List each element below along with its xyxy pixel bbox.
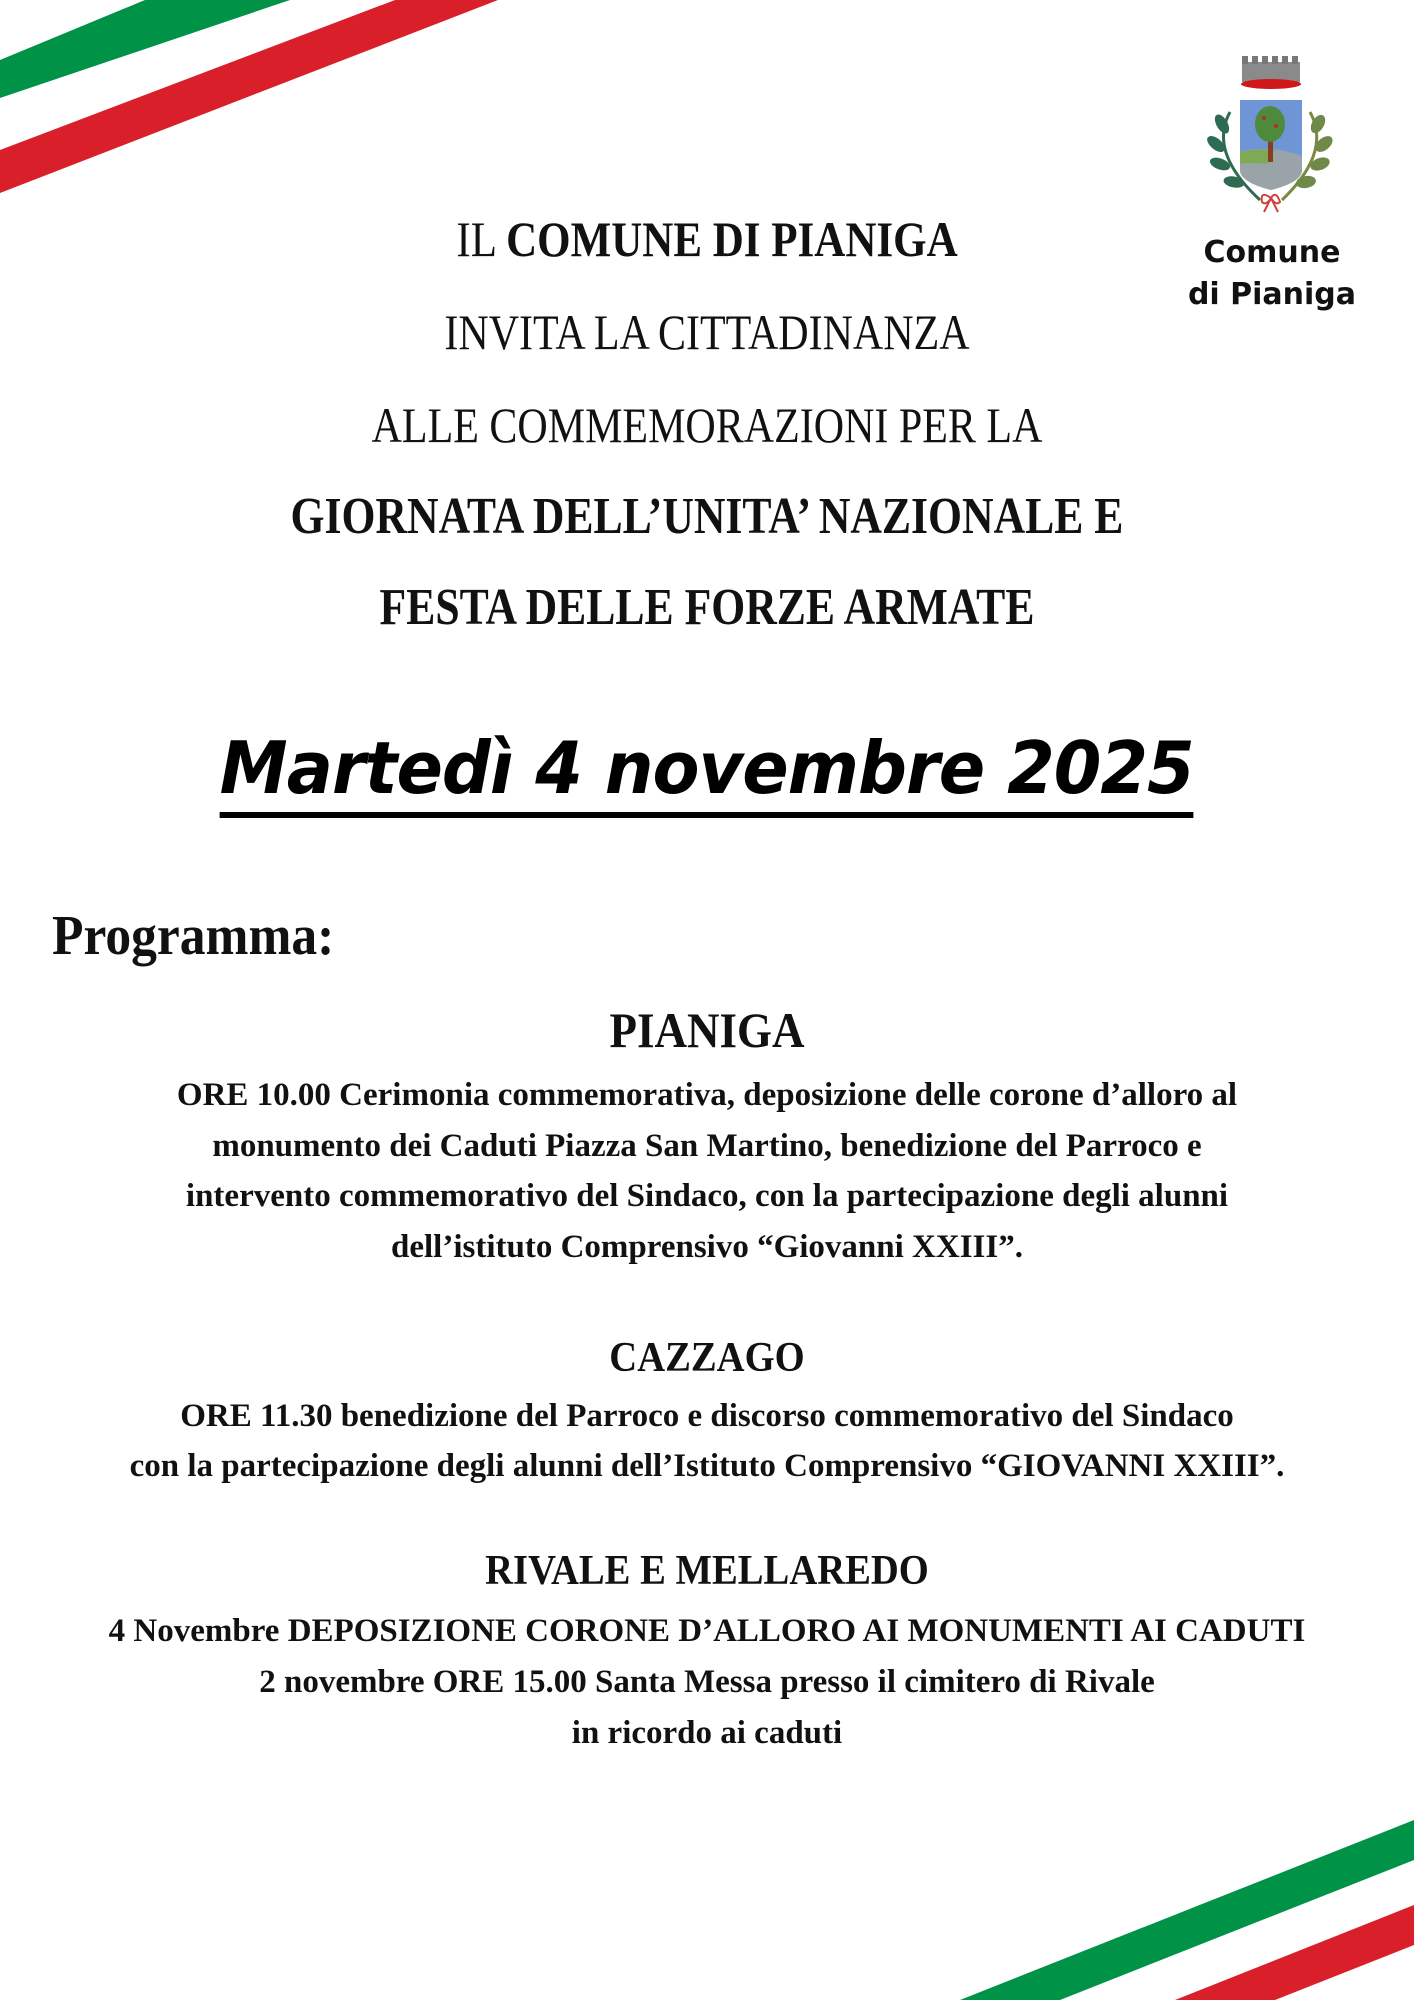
section-line: intervento commemorativo del Sindaco, con la partecipazione degli alunni bbox=[185, 1178, 1229, 1214]
section-line: 2 novembre ORE 15.00 Santa Messa presso il cimitero di Rivale bbox=[259, 1664, 1155, 1700]
top-left-ribbon bbox=[0, 0, 498, 193]
section-line: dell’istituto Comprensivo “Giovanni XXIII”. bbox=[391, 1228, 1023, 1265]
header-line-1 bbox=[99, 210, 1315, 268]
section-line: ORE 11.30 benedizione del Parroco e discorso commemorativo del Sindaco bbox=[180, 1398, 1234, 1434]
header-line-1-prefix: IL bbox=[456, 211, 496, 267]
section-body-pianiga bbox=[0, 1070, 1414, 1272]
red-stripe-bottom bbox=[1175, 1905, 1414, 2000]
section-line: monumento dei Caduti Piazza San Martino, benedizione del Parroco e bbox=[212, 1127, 1202, 1164]
municipality-label-line1: Comune bbox=[1203, 235, 1341, 270]
red-stripe-top bbox=[0, 0, 498, 193]
section-line: ORE 10.00 Cerimonia commemorativa, deposizione delle corone d’alloro al bbox=[176, 1077, 1238, 1113]
event-date: Martedì 4 novembre 2025 bbox=[220, 728, 1194, 818]
header-line-3: ALLE COMMEMORAZIONI PER LA bbox=[371, 397, 1043, 453]
header-line-1-bold: COMUNE DI PIANIGA bbox=[506, 211, 958, 267]
section-body-rivale-mellaredo bbox=[0, 1606, 1414, 1759]
coat-of-arms-icon bbox=[1190, 52, 1350, 222]
section-title-rivale-mellaredo: RIVALE E MELLAREDO bbox=[485, 1548, 929, 1594]
section-body-cazzago bbox=[0, 1391, 1414, 1491]
crown-icon bbox=[1241, 56, 1301, 89]
green-stripe-top bbox=[0, 0, 290, 98]
program-heading: Programma: bbox=[52, 905, 335, 967]
header-line-5: FESTA DELLE FORZE ARMATE bbox=[379, 579, 1035, 636]
event-date-container bbox=[0, 728, 1414, 818]
section-line: 4 Novembre DEPOSIZIONE CORONE D’ALLORO AI MONUMENTI AI CADUTI bbox=[108, 1613, 1306, 1649]
shield-icon bbox=[1240, 100, 1302, 190]
header-line-2: INVITA LA CITTADINANZA bbox=[444, 304, 970, 360]
section-title-cazzago: CAZZAGO bbox=[609, 1335, 805, 1381]
section-title-pianiga: PIANIGA bbox=[609, 1002, 805, 1058]
municipality-label-line2: di Pianiga bbox=[1187, 277, 1357, 312]
section-line: in ricordo ai caduti bbox=[571, 1715, 843, 1751]
section-line: con la partecipazione degli alunni dell’Istituto Comprensivo “GIOVANNI XXIII”. bbox=[129, 1448, 1285, 1484]
bottom-right-ribbon bbox=[960, 1820, 1414, 2000]
green-stripe-bottom bbox=[960, 1820, 1414, 2000]
header-line-4: GIORNATA DELL’UNITA’ NAZIONALE E bbox=[290, 488, 1124, 545]
